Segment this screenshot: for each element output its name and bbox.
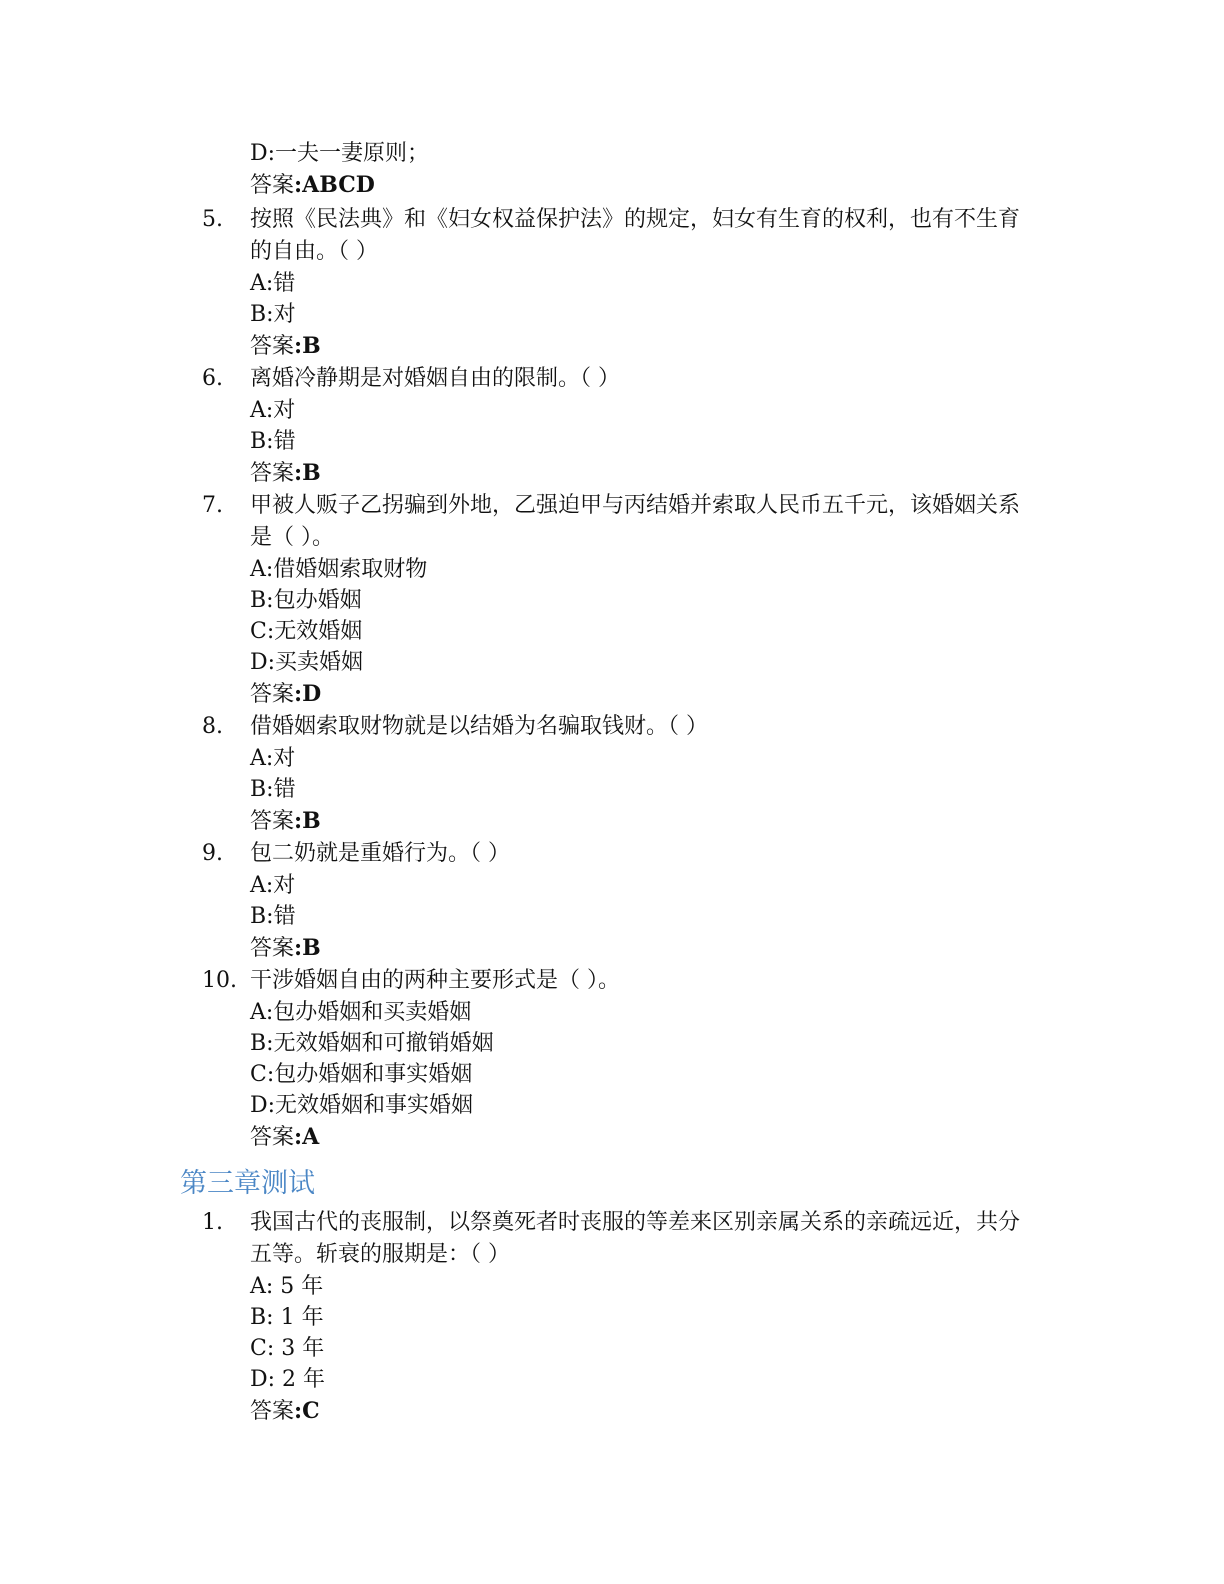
answer-label: 答案 [250, 173, 295, 198]
question-option: C:包办婚姻和事实婚姻 [250, 1062, 473, 1087]
question-option: A:对 [250, 398, 296, 423]
question-body [250, 490, 1040, 711]
answer-value: :ABCD [294, 172, 375, 198]
answer-line [250, 169, 1050, 202]
answer-label: 答案 [250, 334, 295, 359]
answer-label: 答案 [250, 461, 295, 486]
question-option: C: 3 年 [250, 1336, 325, 1361]
answer-value: :B [294, 460, 321, 486]
question-text: 按照《民法典》和《妇女权益保护法》的规定，妇女有生育的权利，也有不生育的自由。（ ） [250, 207, 1021, 264]
answer-line [250, 678, 1040, 711]
answer-label: 答案 [250, 936, 295, 961]
option-d: D:一夫一妻原则； [250, 141, 430, 166]
question-text: 包二奶就是重婚行为。（ ） [250, 841, 510, 866]
question-option: A:对 [250, 746, 296, 771]
question-text: 我国古代的丧服制，以祭奠死者时丧服的等差来区别亲属关系的亲疏远近，共分五等。斩衰的服期是：（ ） [250, 1210, 1021, 1267]
question-option: A:错 [250, 271, 296, 296]
question-body [250, 1207, 1040, 1428]
chapter3-question-list [0, 1207, 1224, 1428]
answer-label: 答案 [250, 809, 295, 834]
question-item [0, 204, 1224, 363]
question-body [250, 711, 1040, 838]
question-number: 10. [202, 968, 237, 993]
question-option: B:对 [250, 302, 296, 327]
answer-value: :B [294, 935, 321, 961]
question-option: B:错 [250, 904, 296, 929]
question-option: A:包办婚姻和买卖婚姻 [250, 1000, 472, 1025]
question-item [0, 838, 1224, 965]
question-option: B:错 [250, 429, 296, 454]
question-number: 9. [202, 841, 223, 866]
question-option: D: 2 年 [250, 1367, 326, 1392]
question-body [250, 965, 1040, 1154]
question-item [0, 363, 1224, 490]
answer-value: :B [294, 333, 321, 359]
question-option: C:无效婚姻 [250, 619, 363, 644]
section-title: 第三章测试 [180, 1168, 315, 1199]
question-option: A:对 [250, 873, 296, 898]
question-item [0, 1207, 1224, 1428]
answer-line [250, 457, 1040, 490]
question-option: D:无效婚姻和事实婚姻 [250, 1093, 474, 1118]
previous-question-tail [250, 138, 1050, 202]
question-number: 1. [202, 1210, 223, 1235]
question-option: B: 1 年 [250, 1305, 324, 1330]
question-item [0, 490, 1224, 711]
question-text: 甲被人贩子乙拐骗到外地，乙强迫甲与丙结婚并索取人民币五千元，该婚姻关系是（ ）。 [250, 493, 1021, 550]
answer-line [250, 330, 1040, 363]
question-number: 7. [202, 493, 223, 518]
question-number: 8. [202, 714, 223, 739]
question-option: B:无效婚姻和可撤销婚姻 [250, 1031, 494, 1056]
answer-line [250, 1121, 1040, 1154]
question-text: 干涉婚姻自由的两种主要形式是（ ）。 [250, 968, 620, 993]
question-option: A:借婚姻索取财物 [250, 557, 428, 582]
question-text: 离婚冷静期是对婚姻自由的限制。（ ） [250, 366, 620, 391]
answer-value: :A [294, 1124, 320, 1150]
answer-value: :B [294, 808, 321, 834]
question-option: B:错 [250, 777, 296, 802]
question-text: 借婚姻索取财物就是以结婚为名骗取钱财。（ ） [250, 714, 708, 739]
question-body [250, 204, 1040, 363]
question-item [0, 711, 1224, 838]
answer-label: 答案 [250, 1399, 295, 1424]
answer-label: 答案 [250, 1125, 295, 1150]
chapter2-question-list [0, 204, 1224, 1154]
answer-label: 答案 [250, 682, 295, 707]
question-number: 5. [202, 207, 223, 232]
question-option: A: 5 年 [250, 1274, 324, 1299]
answer-value: :D [294, 681, 322, 707]
answer-line [250, 805, 1040, 838]
question-number: 6. [202, 366, 223, 391]
answer-value: :C [294, 1398, 320, 1424]
question-option: B:包办婚姻 [250, 588, 362, 613]
answer-line [250, 932, 1040, 965]
question-body [250, 363, 1040, 490]
question-body [250, 838, 1040, 965]
question-item [0, 965, 1224, 1154]
question-option: D:买卖婚姻 [250, 650, 364, 675]
answer-line [250, 1395, 1040, 1428]
